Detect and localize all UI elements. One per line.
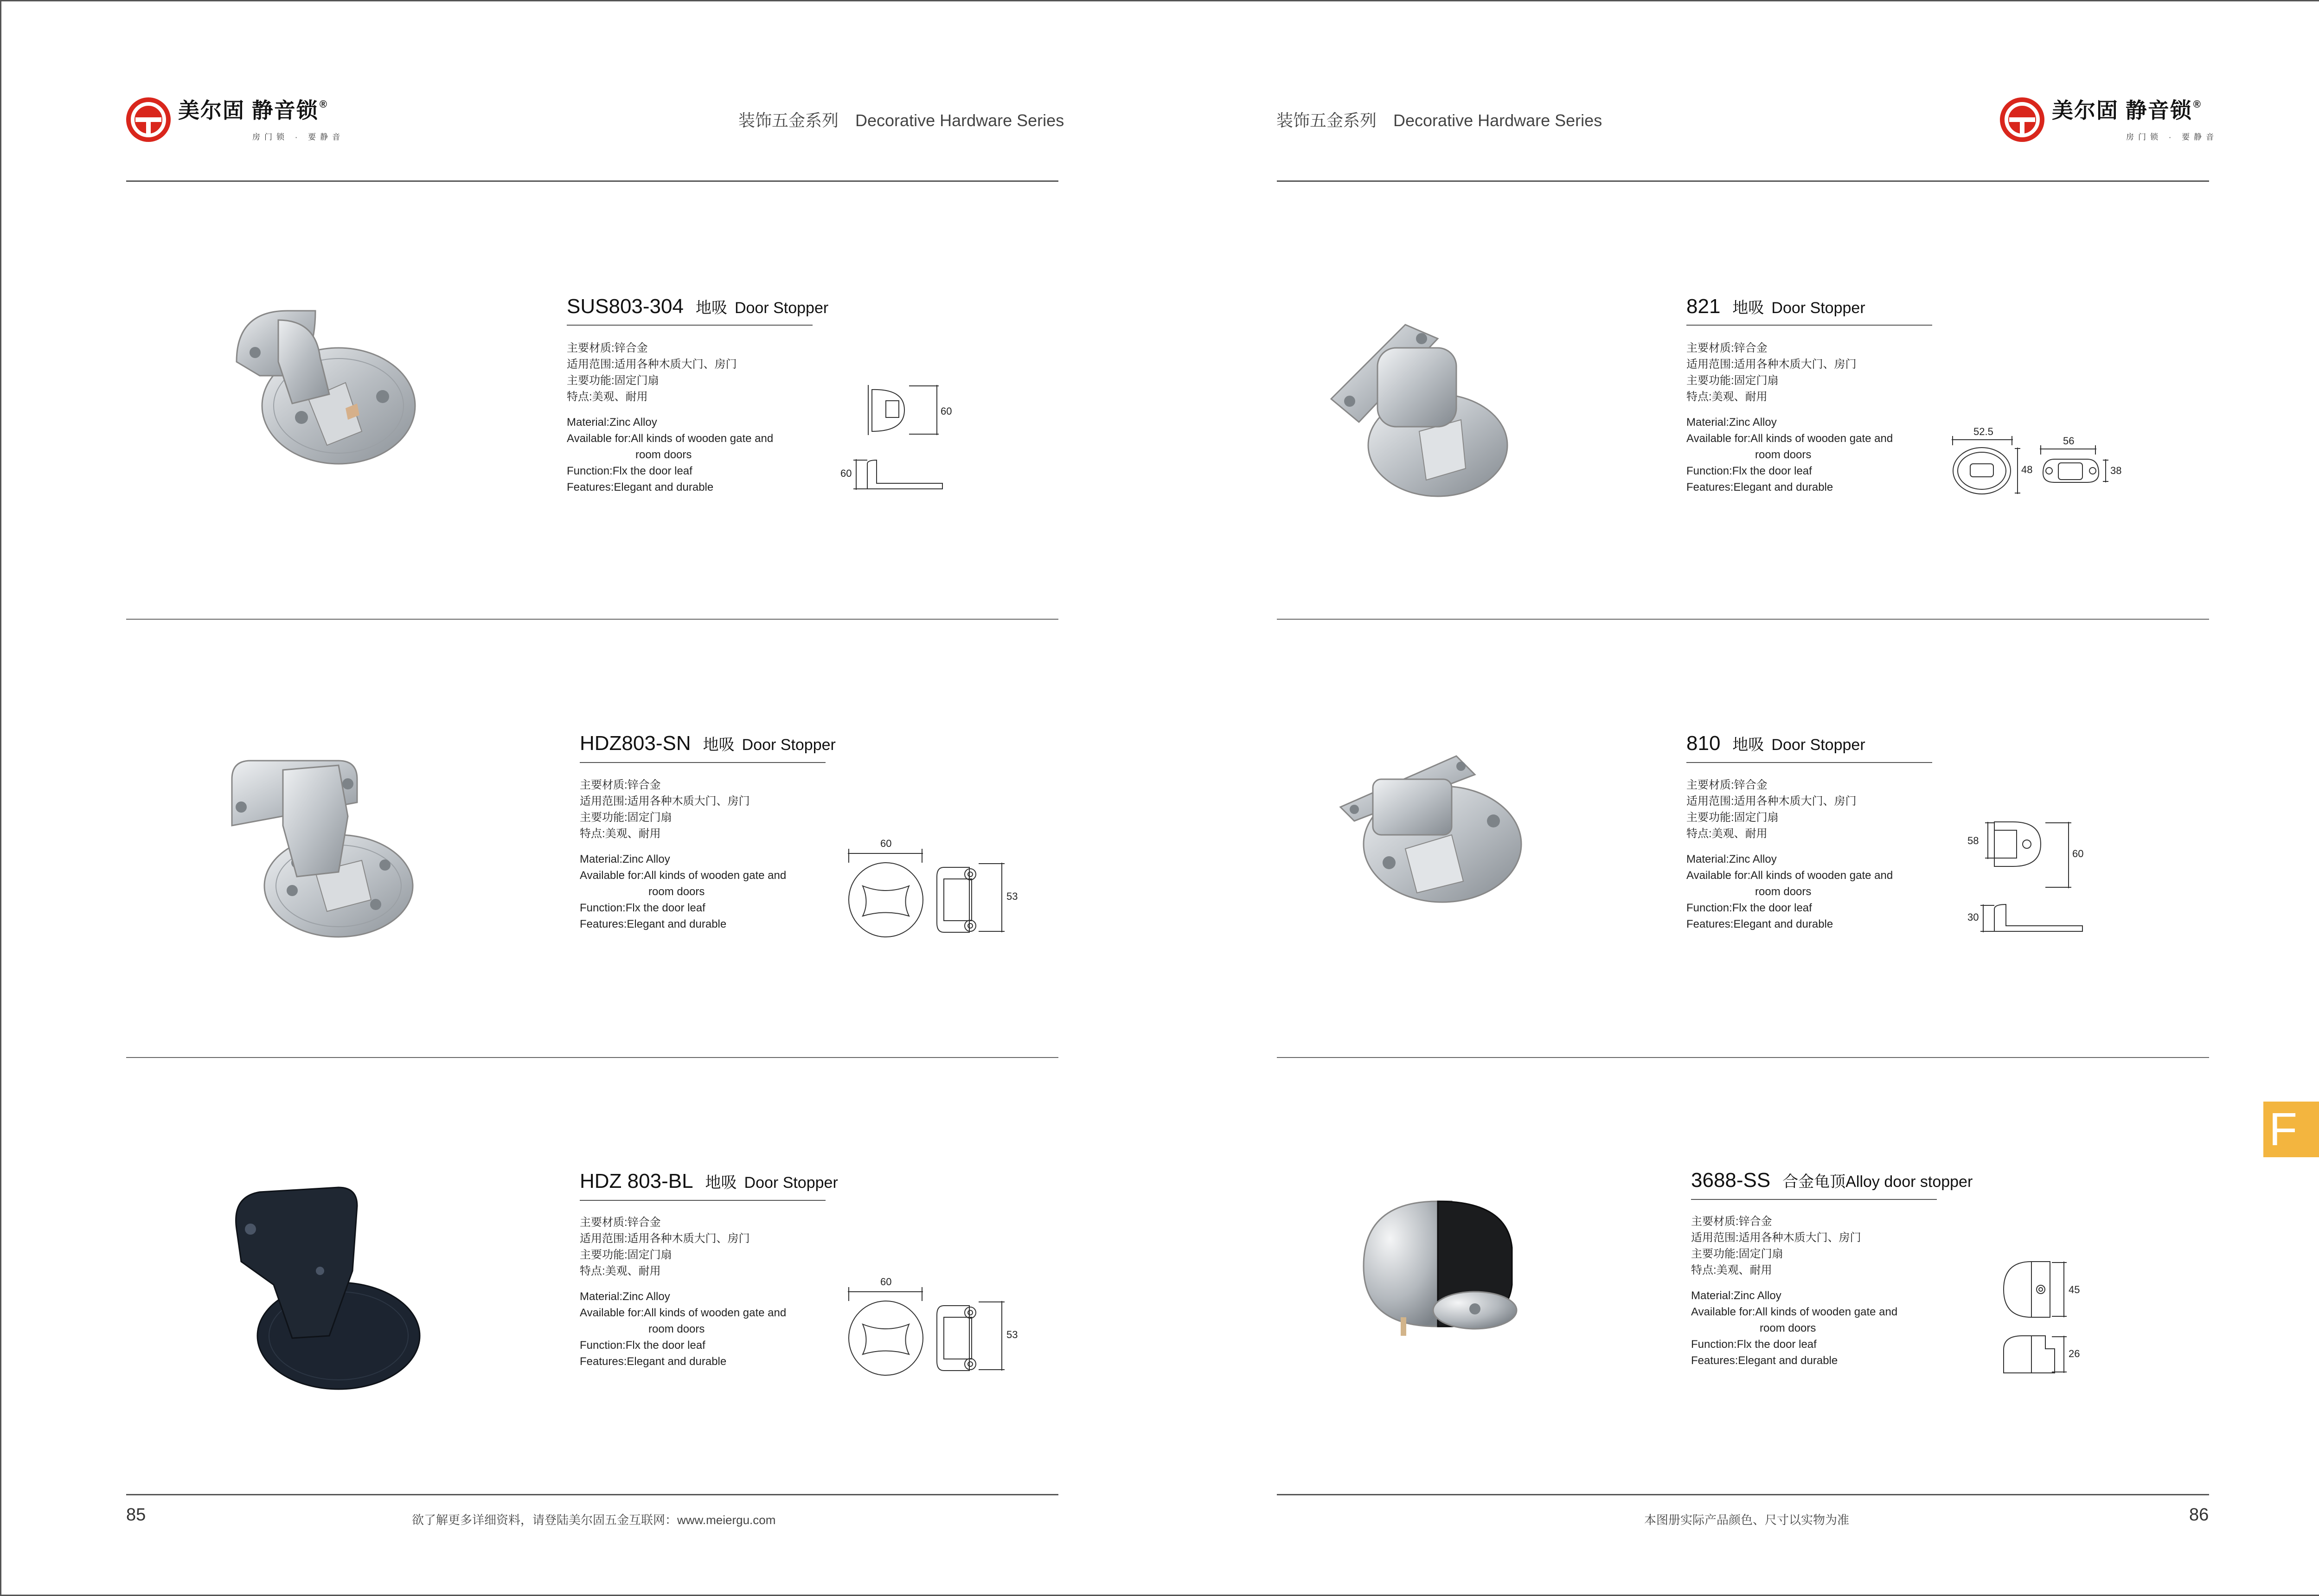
technical-drawing: [1994, 1252, 2106, 1382]
product-photo-821: [1326, 320, 1521, 506]
spec-function-en: Function:Flx the door leaf: [580, 1339, 705, 1352]
series-en: Decorative Hardware Series: [855, 111, 1064, 130]
product-kind: 合金龟顶: [1782, 1173, 1846, 1191]
brand-name: 美尔固 静音锁: [178, 98, 319, 122]
product-photo-sus803: [223, 301, 422, 468]
dim-side: 30: [1967, 911, 1979, 923]
spec-available-en-2: room doors: [648, 1323, 705, 1335]
dim-depth: 48: [2021, 464, 2033, 475]
registered-mark: ®: [319, 98, 328, 110]
product-kind: 地吸: [705, 1174, 737, 1192]
spec-features-en: Features:Elegant and durable: [1691, 1354, 1838, 1367]
brand-tagline: 房门锁 · 要静音: [2126, 133, 2218, 141]
spec-features-en: Features:Elegant and durable: [580, 1355, 727, 1368]
spec-available-en-2: room doors: [1755, 885, 1812, 898]
spec-available-en: Available for:All kinds of wooden gate and: [1691, 1306, 1898, 1318]
product-name-en: Door Stopper: [734, 299, 829, 317]
product-specs: [580, 777, 786, 932]
divider: [126, 1057, 1058, 1058]
page-number-left: 85: [126, 1505, 146, 1525]
spec-function-en: Function:Flx the door leaf: [1686, 465, 1812, 477]
spec-material-en: Material:Zinc Alloy: [1686, 853, 1777, 865]
spec-available-en: Available for:All kinds of wooden gate and: [1686, 869, 1893, 882]
title-underline: [1686, 325, 1932, 326]
spec-function-cn: 主要功能:固定门扇: [567, 374, 659, 387]
spec-range-cn: 适用范围:适用各种木质大门、房门: [1686, 795, 1857, 808]
product-specs: [567, 340, 773, 495]
product-photo-3688ss: [1354, 1192, 1531, 1340]
spec-material-en: Material:Zinc Alloy: [580, 1290, 670, 1303]
spec-features-cn: 特点:美观、耐用: [1691, 1264, 1772, 1276]
dim-width: 52.5: [1973, 426, 1993, 437]
spec-function-cn: 主要功能:固定门扇: [580, 811, 672, 824]
registered-mark: ®: [2193, 98, 2202, 110]
spec-available-en-2: room doors: [1760, 1322, 1816, 1334]
footer-website-note: 欲了解更多详细资料，请登陆美尔固五金互联网：www.meiergu.com: [412, 1513, 776, 1527]
spec-function-en: Function:Flx the door leaf: [1691, 1338, 1817, 1351]
product-code: 821: [1686, 295, 1721, 318]
brand-tagline: 房门锁 · 要静音: [252, 133, 345, 141]
series-title-right: [1276, 108, 1602, 131]
divider: [1277, 1057, 2209, 1058]
spec-range-cn: 适用范围:适用各种木质大门、房门: [580, 795, 750, 808]
spec-function-cn: 主要功能:固定门扇: [1686, 374, 1779, 387]
product-kind: 地吸: [1732, 299, 1764, 317]
title-underline: [567, 325, 813, 326]
dim-width: 60: [880, 838, 892, 849]
spec-material-cn: 主要材质:锌合金: [580, 1216, 661, 1229]
spec-available-en: Available for:All kinds of wooden gate and: [580, 869, 787, 882]
divider: [1277, 619, 2209, 620]
spec-range-cn: 适用范围:适用各种木质大门、房门: [1686, 358, 1857, 371]
spec-function-en: Function:Flx the door leaf: [580, 902, 705, 914]
spec-material-en: Material:Zinc Alloy: [1686, 416, 1777, 429]
product-name-en: Door Stopper: [742, 736, 836, 754]
technical-drawing: [839, 380, 955, 496]
page-number-right: 86: [2189, 1505, 2209, 1525]
brand-mark-icon: [1999, 96, 2045, 143]
product-kind: 地吸: [703, 736, 735, 754]
product-title: [580, 1170, 838, 1193]
spec-features-en: Features:Elegant and durable: [1686, 481, 1833, 494]
dim-side: 26: [2069, 1348, 2080, 1359]
product-specs: [1691, 1213, 1897, 1369]
title-underline: [580, 762, 826, 763]
spec-material-cn: 主要材质:锌合金: [1691, 1215, 1772, 1228]
spec-material-en: Material:Zinc Alloy: [567, 416, 657, 429]
product-code: 3688-SS: [1691, 1169, 1771, 1192]
technical-drawing: [1948, 422, 2133, 501]
product-code: HDZ 803-BL: [580, 1170, 693, 1192]
product-name-en: Door Stopper: [1771, 299, 1865, 317]
spec-features-en: Features:Elegant and durable: [567, 481, 714, 494]
dim-side: 60: [840, 468, 852, 479]
product-kind: 地吸: [695, 299, 727, 317]
spec-function-en: Function:Flx the door leaf: [567, 465, 692, 477]
product-photo-810: [1336, 751, 1540, 909]
spec-available-en: Available for:All kinds of wooden gate and: [580, 1307, 787, 1319]
footer-rule-left: [126, 1494, 1058, 1495]
spec-features-cn: 特点:美观、耐用: [1686, 391, 1768, 403]
series-cn: 装饰五金系列: [738, 111, 839, 130]
header-rule-right: [1277, 180, 2209, 182]
technical-drawing: [844, 1273, 1025, 1380]
product-code: 810: [1686, 732, 1721, 755]
product-title: [580, 732, 836, 755]
footer-disclaimer: 本图册实际产品颜色、尺寸以实物为准: [1644, 1513, 1850, 1527]
series-en: Decorative Hardware Series: [1393, 111, 1602, 130]
technical-drawing: [844, 835, 1025, 942]
spec-material-cn: 主要材质:锌合金: [1686, 779, 1768, 791]
series-cn: 装饰五金系列: [1276, 111, 1377, 130]
product-specs: [1686, 340, 1893, 495]
dim-height: 45: [2069, 1284, 2080, 1295]
product-name-en: Alloy door stopper: [1845, 1173, 1973, 1191]
spec-features-cn: 特点:美观、耐用: [580, 1265, 661, 1277]
product-specs: [580, 1214, 786, 1370]
product-name-en: Door Stopper: [744, 1174, 838, 1192]
dim-height: 53: [1006, 1329, 1018, 1340]
dim-width-2: 56: [2063, 435, 2075, 447]
spec-features-en: Features:Elegant and durable: [1686, 918, 1833, 930]
spec-features-cn: 特点:美观、耐用: [1686, 827, 1768, 840]
spec-available-en-2: room doors: [635, 449, 692, 461]
brand-logo-left: [125, 96, 344, 143]
product-photo-hdz803bl: [223, 1178, 431, 1396]
dim-height: 38: [2110, 465, 2122, 476]
product-title: [1686, 295, 1865, 318]
product-photo-hdz803sn: [223, 751, 427, 942]
footer-rule-right: [1277, 1494, 2209, 1495]
spec-range-cn: 适用范围:适用各种木质大门、房门: [567, 358, 737, 371]
product-title: [1691, 1169, 1973, 1192]
dim-height: 60: [2072, 848, 2084, 859]
spec-features-cn: 特点:美观、耐用: [580, 827, 661, 840]
header-rule-left: [126, 180, 1058, 182]
spec-function-cn: 主要功能:固定门扇: [1691, 1248, 1783, 1260]
product-name-en: Door Stopper: [1771, 736, 1865, 754]
title-underline: [580, 1200, 826, 1201]
spec-function-en: Function:Flx the door leaf: [1686, 902, 1812, 914]
spec-material-en: Material:Zinc Alloy: [580, 853, 670, 865]
spec-function-cn: 主要功能:固定门扇: [580, 1249, 672, 1261]
product-code: SUS803-304: [567, 295, 684, 318]
spec-available-en: Available for:All kinds of wooden gate and: [1686, 432, 1893, 445]
dim-height: 53: [1006, 891, 1018, 902]
spec-material-cn: 主要材质:锌合金: [1686, 342, 1768, 354]
section-tab: F: [2263, 1102, 2319, 1157]
spec-material-cn: 主要材质:锌合金: [567, 342, 648, 354]
product-code: HDZ803-SN: [580, 732, 691, 755]
divider: [126, 619, 1058, 620]
spec-available-en-2: room doors: [648, 885, 705, 898]
spec-available-en-2: room doors: [1755, 449, 1812, 461]
brand-logo-right: [1999, 96, 2218, 143]
spec-features-en: Features:Elegant and durable: [580, 918, 727, 930]
product-title: [1686, 732, 1865, 755]
spec-available-en: Available for:All kinds of wooden gate and: [567, 432, 774, 445]
title-underline: [1691, 1199, 1937, 1200]
technical-drawing: [1967, 816, 2087, 937]
spec-function-cn: 主要功能:固定门扇: [1686, 811, 1779, 824]
brand-name: 美尔固 静音锁: [2052, 98, 2192, 122]
series-title-left: [738, 108, 1064, 131]
product-title: [567, 295, 828, 318]
spec-features-cn: 特点:美观、耐用: [567, 391, 648, 403]
spec-range-cn: 适用范围:适用各种木质大门、房门: [1691, 1231, 1861, 1244]
product-kind: 地吸: [1732, 736, 1764, 754]
dim-height: 60: [941, 405, 952, 417]
dim-depth: 58: [1967, 835, 1979, 846]
title-underline: [1686, 762, 1932, 763]
brand-mark-icon: [125, 96, 172, 143]
spec-material-cn: 主要材质:锌合金: [580, 779, 661, 791]
spec-material-en: Material:Zinc Alloy: [1691, 1289, 1781, 1302]
product-specs: [1686, 777, 1893, 932]
spec-range-cn: 适用范围:适用各种木质大门、房门: [580, 1232, 750, 1245]
dim-width: 60: [880, 1276, 892, 1288]
